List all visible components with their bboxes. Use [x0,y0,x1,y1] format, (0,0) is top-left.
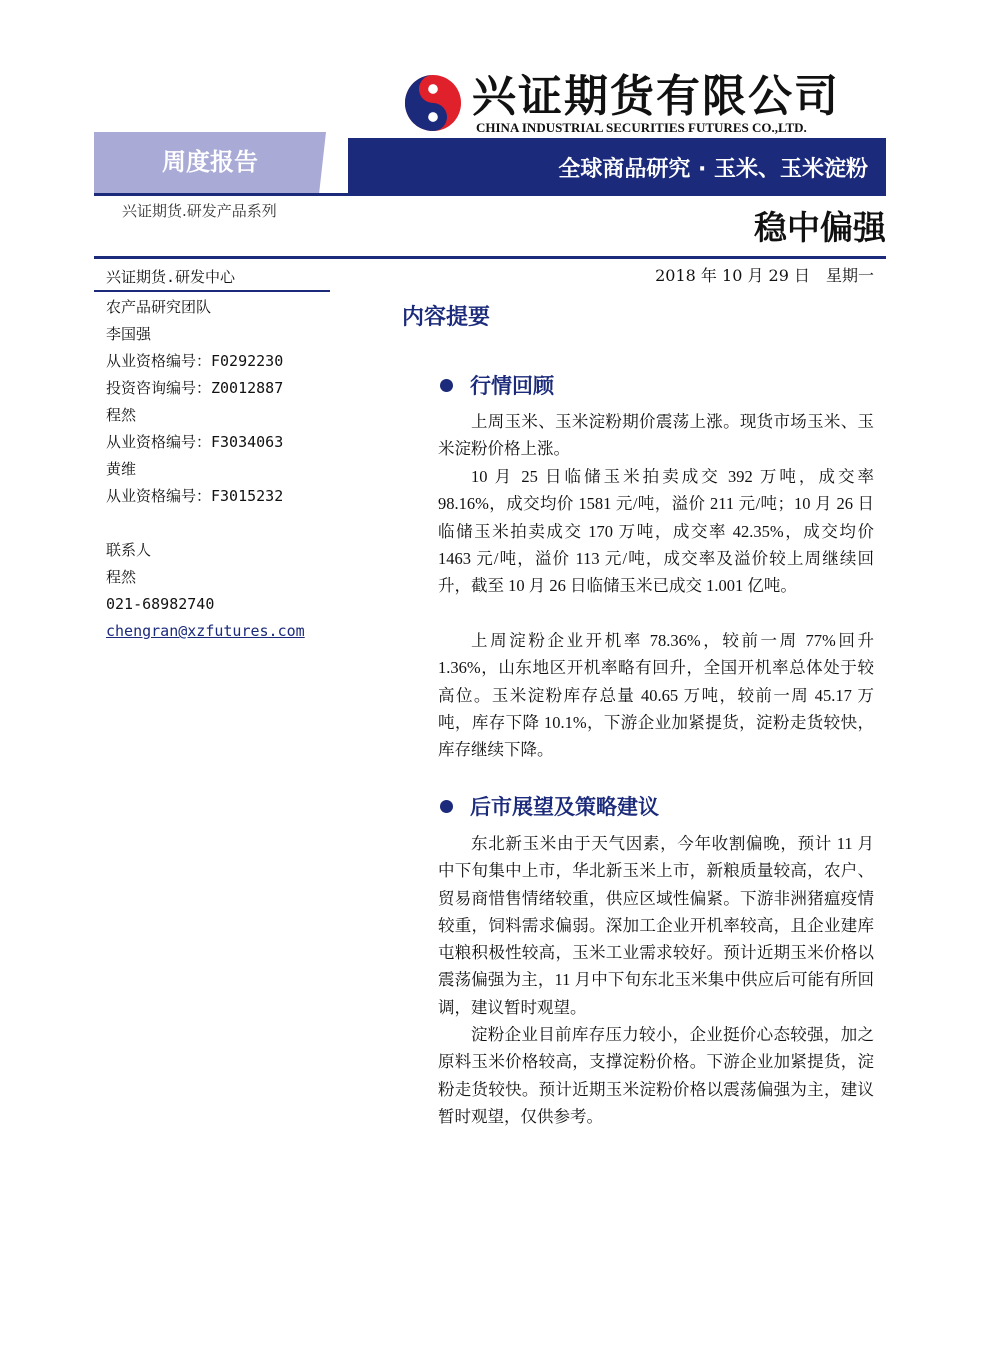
series-label: 兴证期货.研发产品系列 [122,202,277,220]
analyst-name: 程然 [106,406,137,424]
summary-title: 内容提要 [402,305,491,330]
analyst-cert: 投资咨询编号：Z0012887 [106,379,284,397]
sidebar-dept: 兴证期货.研发中心 [106,268,236,286]
banner-underline [94,193,886,196]
paragraph: 东北新玉米由于天气因素，今年收割偏晚，预计 11 月中下旬集中上市，华北新玉米上市，新粮质量较高，农户、贸易商惜售情绪较重，供应区域性偏紧。下游非洲猪瘟疫情较重，饲料需求偏弱。深加工企业开机率较高，且企业建库屯粮积极性较高，玉米工业需求较好。预计近期玉米价格以震荡偏强为主，11 月中下旬东北玉米集中供应后可能有所回调，建议暂时观望。 [438,834,874,1017]
bullet-icon [440,800,453,813]
header-divider [94,256,886,259]
contact-label: 联系人 [106,541,152,559]
paragraph: 上周淀粉企业开机率 78.36%，较前一周 77%回升 1.36%，山东地区开机率略有回升，全国开机率总体处于较高位。玉米淀粉库存总量 40.65 万吨，较前一周 45.17 万吨，库存下降 10.1%，下游企业加紧提货，淀粉走货较快，库存继续下降。 [438,631,874,760]
category-label: 全球商品研究 · 玉米、玉米淀粉 [558,157,868,182]
sidebar-contacts [106,294,305,645]
report-type-label: 周度报告 [162,148,258,176]
paragraph: 上周玉米、玉米淀粉期价震荡上涨。现货市场玉米、玉米淀粉价格上涨。 [438,412,874,459]
team-name: 农产品研究团队 [106,298,212,316]
analyst-cert: 从业资格编号：F0292230 [106,352,284,370]
contact-email-link[interactable]: chengran@xzfutures.com [106,622,305,640]
paragraph: 淀粉企业目前库存压力较小，企业挺价心态较强，加之原料玉米价格较高，支撑淀粉价格。下游企业加紧提货，淀粉走货较快。预计近期玉米淀粉价格以震荡偏强为主，建议暂时观望，仅供参考。 [438,1025,874,1126]
analyst-cert: 从业资格编号：F3015232 [106,487,284,505]
company-name-cn: 兴证期货有限公司 [472,71,840,122]
bullet-icon [440,379,453,392]
company-logo-icon [404,74,462,132]
contact-name: 程然 [106,568,137,586]
contact-phone: 021-68982740 [106,595,215,613]
report-date: 2018 年 10 月 29 日 星期一 [655,266,874,285]
section-heading-outlook: 后市展望及策略建议 [440,791,659,821]
paragraph: 10 月 25 日临储玉米拍卖成交 392 万吨，成交率 98.16%，成交均价 1581 元/吨，溢价 211 元/吨；10 月 26 日临储玉米拍卖成交 170 万吨，成交率 42.35%，成交均价 1463 元/吨，溢价 113 元/吨，成交率及溢价较上周继续回升，截至 10 月 26 日临储玉米已成交 1.001 亿吨。 [438,467,874,596]
section-heading-market-review: 行情回顾 [440,370,554,400]
analyst-name: 黄维 [106,460,137,478]
sidebar-divider [94,290,330,292]
company-name-en: CHINA INDUSTRIAL SECURITIES FUTURES CO.,LTD. [476,120,807,135]
analyst-name: 李国强 [106,325,152,343]
report-headline: 稳中偏强 [754,208,886,247]
spacer [106,510,305,537]
analyst-cert: 从业资格编号：F3034063 [106,433,284,451]
